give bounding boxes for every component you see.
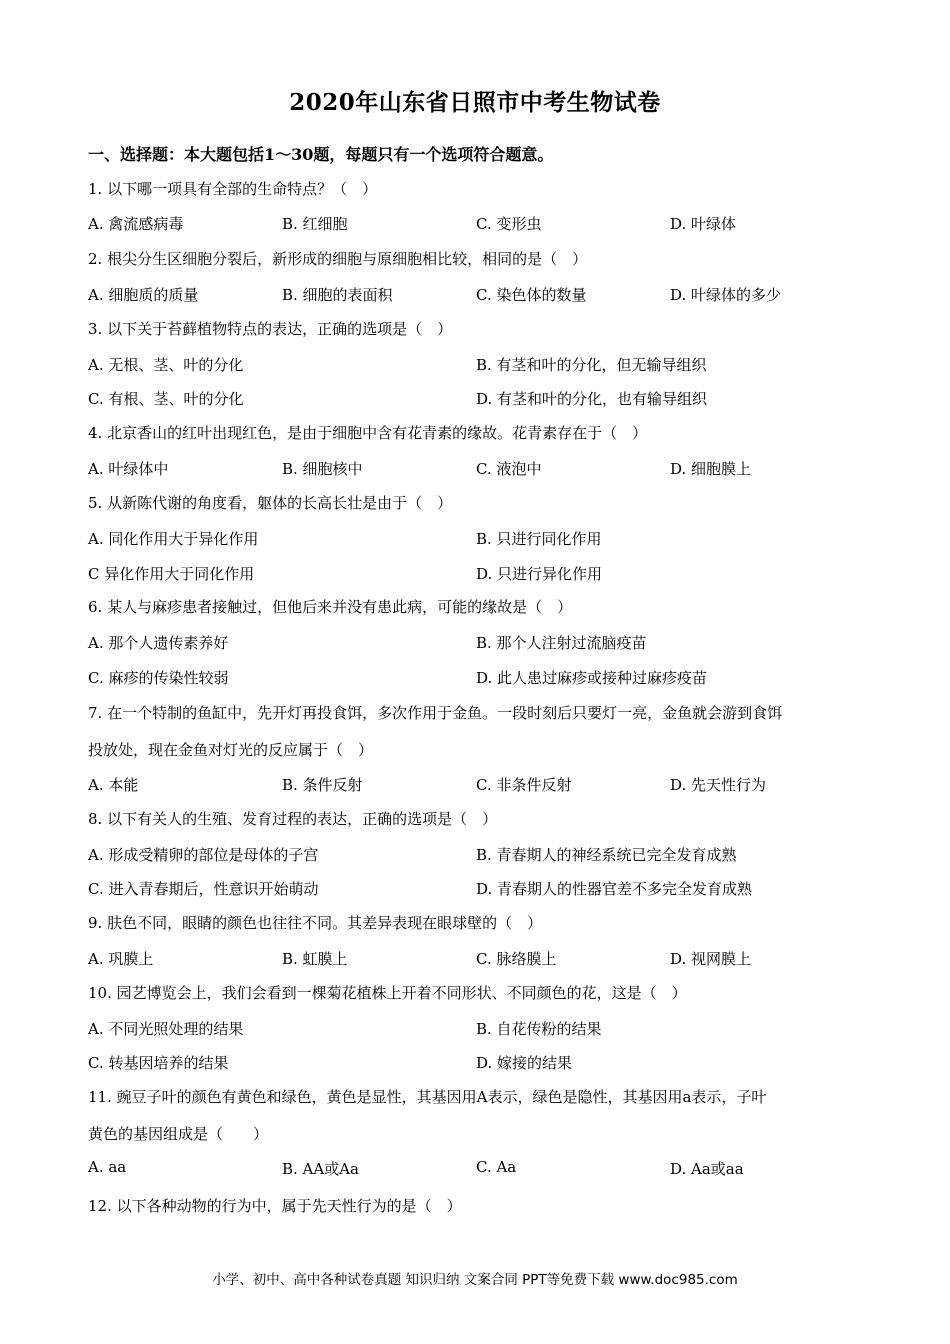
question-11-option-a: A. aa bbox=[88, 1158, 127, 1176]
question-5-option-c: C 异化作用大于同化作用 bbox=[88, 565, 255, 583]
question-8-option-b: B. 青春期人的神经系统已完全发育成熟 bbox=[476, 846, 737, 864]
question-5-option-a: A. 同化作用大于异化作用 bbox=[88, 530, 259, 548]
question-3-option-b: B. 有茎和叶的分化，但无输导组织 bbox=[476, 356, 707, 374]
question-8-option-a: A. 形成受精卵的部位是母体的子宫 bbox=[88, 846, 319, 864]
question-7-stem-line-1: 7. 在一个特制的鱼缸中，先开灯再投食饵，多次作用于金鱼。一段时刻后只要灯一亮，金鱼就会游到食饵 bbox=[88, 704, 783, 722]
question-8-option-c: C. 进入青春期后，性意识开始萌动 bbox=[88, 880, 319, 898]
question-11-option-c: C. Aa bbox=[476, 1158, 517, 1176]
question-2-stem: 2. 根尖分生区细胞分裂后，新形成的细胞与原细胞相比较，相同的是（ ） bbox=[88, 250, 588, 268]
question-10-stem: 10. 园艺博览会上，我们会看到一棵菊花植株上开着不同形状、不同颜色的花，这是（ ） bbox=[88, 984, 687, 1002]
question-3-stem: 3. 以下关于苔藓植物特点的表达，正确的选项是（ ） bbox=[88, 320, 453, 338]
question-6-option-d: D. 此人患过麻疹或接种过麻疹疫苗 bbox=[476, 669, 708, 687]
question-11-option-b: B. AA或Aa bbox=[282, 1160, 359, 1178]
page-footer: 小学、初中、高中各种试卷真题 知识归纳 文案合同 PPT等免费下载 www.doc985.com bbox=[212, 1272, 738, 1288]
question-1-option-b: B. 红细胞 bbox=[282, 215, 348, 233]
question-6-option-c: C. 麻疹的传染性较弱 bbox=[88, 669, 229, 687]
question-5-option-b: B. 只进行同化作用 bbox=[476, 530, 602, 548]
question-3-option-a: A. 无根、茎、叶的分化 bbox=[88, 356, 244, 374]
question-1-option-a: A. 禽流感病毒 bbox=[88, 215, 184, 233]
question-7-option-d: D. 先天性行为 bbox=[670, 776, 767, 794]
question-1-stem: 1. 以下哪一项具有全部的生命特点？（ ） bbox=[88, 180, 378, 198]
question-5-stem: 5. 从新陈代谢的角度看，躯体的长高长壮是由于（ ） bbox=[88, 494, 453, 512]
question-4-option-a: A. 叶绿体中 bbox=[88, 460, 169, 478]
question-4-option-b: B. 细胞核中 bbox=[282, 460, 363, 478]
question-12-stem: 12. 以下各种动物的行为中，属于先天性行为的是（ ） bbox=[88, 1197, 462, 1215]
question-3-option-c: C. 有根、茎、叶的分化 bbox=[88, 390, 244, 408]
question-10-option-b: B. 自花传粉的结果 bbox=[476, 1020, 602, 1038]
question-9-option-c: C. 脉络膜上 bbox=[476, 950, 557, 968]
question-10-option-a: A. 不同光照处理的结果 bbox=[88, 1020, 244, 1038]
question-10-option-d: D. 嫁接的结果 bbox=[476, 1054, 573, 1072]
question-6-option-b: B. 那个人注射过流脑疫苗 bbox=[476, 634, 647, 652]
question-7-option-a: A. 本能 bbox=[88, 776, 139, 794]
question-4-option-d: D. 细胞膜上 bbox=[670, 460, 752, 478]
question-9-stem: 9. 肤色不同，眼睛的颜色也往往不同。其差异表现在眼球壁的（ ） bbox=[88, 914, 543, 932]
question-1-option-c: C. 变形虫 bbox=[476, 215, 542, 233]
question-11-stem-line-1: 11. 豌豆子叶的颜色有黄色和绿色，黄色是显性，其基因用A表示，绿色是隐性，其基因用a表示，子叶 bbox=[88, 1088, 767, 1106]
question-9-option-b: B. 虹膜上 bbox=[282, 950, 348, 968]
question-7-option-c: C. 非条件反射 bbox=[476, 776, 572, 794]
question-7-stem-line-2: 投放处，现在金鱼对灯光的反应属于（ ） bbox=[88, 741, 374, 759]
question-6-stem: 6. 某人与麻疹患者接触过，但他后来并没有患此病，可能的缘故是（ ） bbox=[88, 598, 573, 616]
question-8-option-d: D. 青春期人的性器官差不多完全发育成熟 bbox=[476, 880, 753, 898]
question-2-option-d: D. 叶绿体的多少 bbox=[670, 286, 782, 304]
question-11-option-d: D. Aa或aa bbox=[670, 1160, 744, 1178]
question-1-option-d: D. 叶绿体 bbox=[670, 215, 737, 233]
section-heading: 一、选择题：本大题包括1～30题，每题只有一个选项符合题意。 bbox=[88, 145, 554, 164]
question-4-option-c: C. 液泡中 bbox=[476, 460, 542, 478]
question-9-option-d: D. 视网膜上 bbox=[670, 950, 752, 968]
question-9-option-a: A. 巩膜上 bbox=[88, 950, 154, 968]
question-2-option-a: A. 细胞质的质量 bbox=[88, 286, 199, 304]
question-10-option-c: C. 转基因培养的结果 bbox=[88, 1054, 229, 1072]
question-5-option-d: D. 只进行异化作用 bbox=[476, 565, 603, 583]
question-2-option-b: B. 细胞的表面积 bbox=[282, 286, 393, 304]
page-title: 2020年山东省日照市中考生物试卷 bbox=[289, 89, 661, 116]
question-7-option-b: B. 条件反射 bbox=[282, 776, 363, 794]
question-3-option-d: D. 有茎和叶的分化，也有输导组织 bbox=[476, 390, 708, 408]
question-11-stem-line-2: 黄色的基因组成是（ ） bbox=[88, 1125, 269, 1143]
question-2-option-c: C. 染色体的数量 bbox=[476, 286, 587, 304]
question-4-stem: 4. 北京香山的红叶出现红色，是由于细胞中含有花青素的缘故。花青素存在于（ ） bbox=[88, 424, 648, 442]
question-8-stem: 8. 以下有关人的生殖、发育过程的表达，正确的选项是（ ） bbox=[88, 810, 498, 828]
question-6-option-a: A. 那个人遗传素养好 bbox=[88, 634, 229, 652]
